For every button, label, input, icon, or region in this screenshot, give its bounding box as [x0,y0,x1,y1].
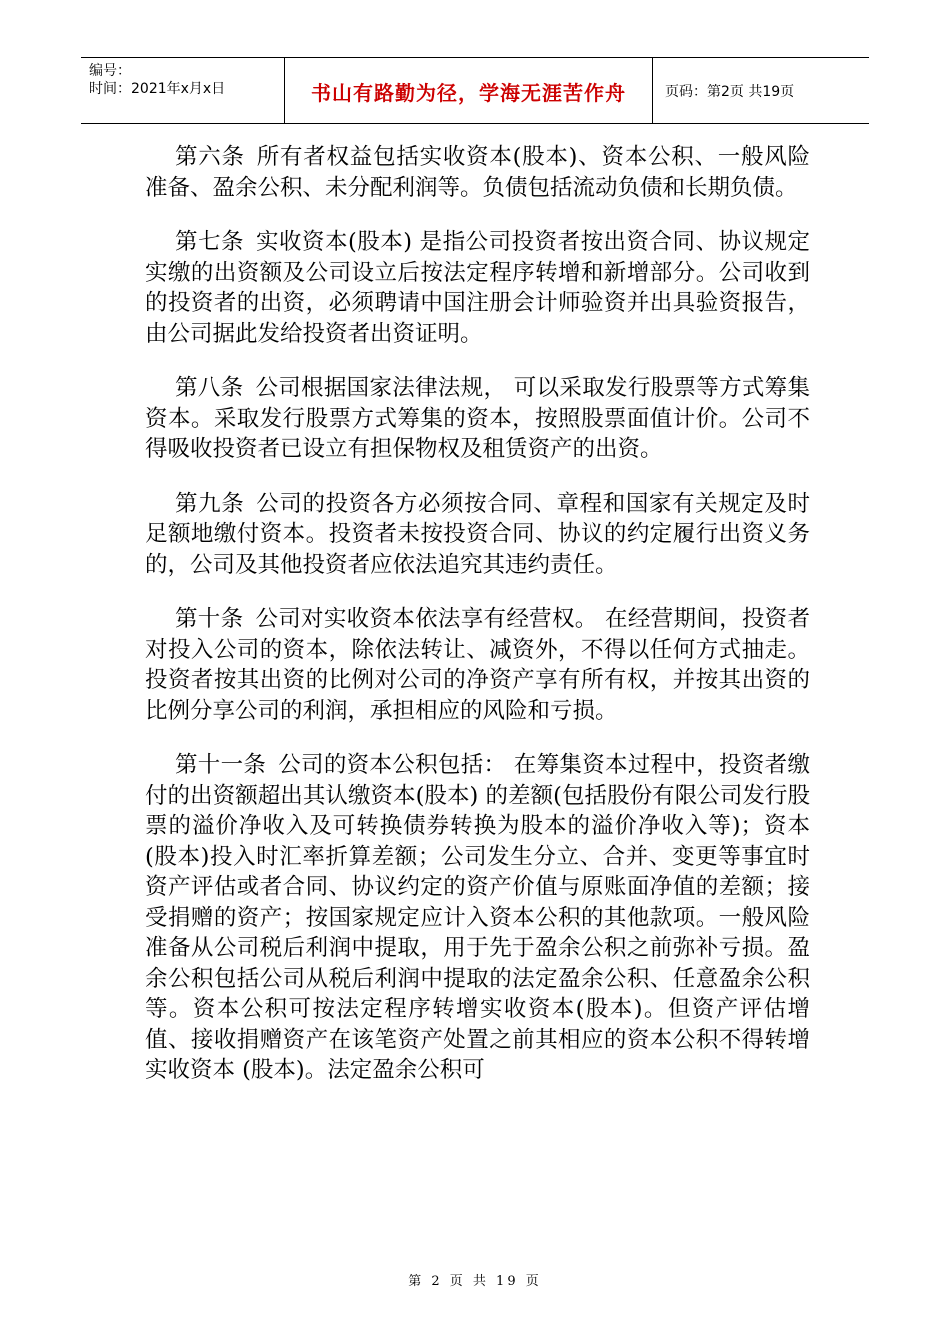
article-text: 实收资本(股本) 是指公司投资者按出资合同、协议规定实缴的出资额及公司设立后按法定程序转增和新增部分。公司收到的投资者的出资，必须聘请中国注册会计师验资并出具验资报告，由公司据此发给投资者出资证明。 [145,229,810,347]
article-paragraph [145,142,810,203]
page-footer: 第 2 页 共 19 页 [408,1274,542,1289]
header-motto: 书山有路勤为径，学海无涯苦作舟 [284,58,653,123]
header-page-info: 页码：第2页 共19页 [665,83,795,100]
article-number: 第九条 [175,490,245,517]
article-text: 公司对实收资本依法享有经营权。 在经营期间，投资者对投入公司的资本，除依法转让、减资外，不得以任何方式抽走。投资者按其出资的比例对公司的净资产享有所有权，并按其出资的比例分享公司的利润，承担相应的风险和亏损。 [145,606,810,724]
document-number-label: 编号： [89,63,131,79]
article-text: 公司的资本公积包括： 在筹集资本过程中，投资者缴付的出资额超出其认缴资本(股本) 的差额(包括股份有限公司发行股票的溢价净收入及可转换债券转换为股本的溢价净收入等)；资本(股本)投入时汇率折算差额；公司发生分立、合并、变更等事宜时资产评估或者合同、协议约定的资产价值与原账面净值的差额；接受捐赠的资产；按国家规定应计入资本公积的其他款项。一般风险准备从公司税后利润中提取，用于先于盈余公积之前弥补亏损。盈余公积包括公司从税后利润中提取的法定盈余公积、任意盈余公积等。资本公积可按法定程序转增实收资本(股本)。但资产评估增值、接收捐赠资产在该笔资产处置之前其相应的资本公积不得转增实收资本 (股本)。法定盈余公积可 [145,752,810,1083]
article-number: 第六条 [175,144,245,170]
article-number: 第七条 [175,229,244,255]
article-paragraph [145,750,810,1086]
article-paragraph [145,227,810,349]
article-paragraph [145,604,810,726]
article-number: 第十条 [175,606,244,632]
article-text: 所有者权益包括实收资本(股本)、资本公积、一般风险准备、盈余公积、未分配利润等。负债包括流动负债和长期负债。 [145,144,810,201]
page-header [81,57,869,124]
document-time-label: 时间：2021年x月x日 [89,81,226,97]
article-number: 第八条 [175,375,244,401]
article-paragraph [145,489,810,581]
article-text: 公司的投资各方必须按合同、章程和国家有关规定及时足额地缴付资本。投资者未按投资合同、协议的约定履行出资义务的，公司及其他投资者应依法追究其违约责任。 [145,490,810,578]
article-text: 公司根据国家法律法规， 可以采取发行股票等方式筹集资本。采取发行股票方式筹集的资本，按照股票面值计价。公司不得吸收投资者已设立有担保物权及租赁资产的出资。 [145,375,810,462]
document-body [145,142,810,1110]
article-paragraph [145,373,810,465]
header-meta [81,58,284,123]
article-number: 第十一条 [175,752,267,778]
